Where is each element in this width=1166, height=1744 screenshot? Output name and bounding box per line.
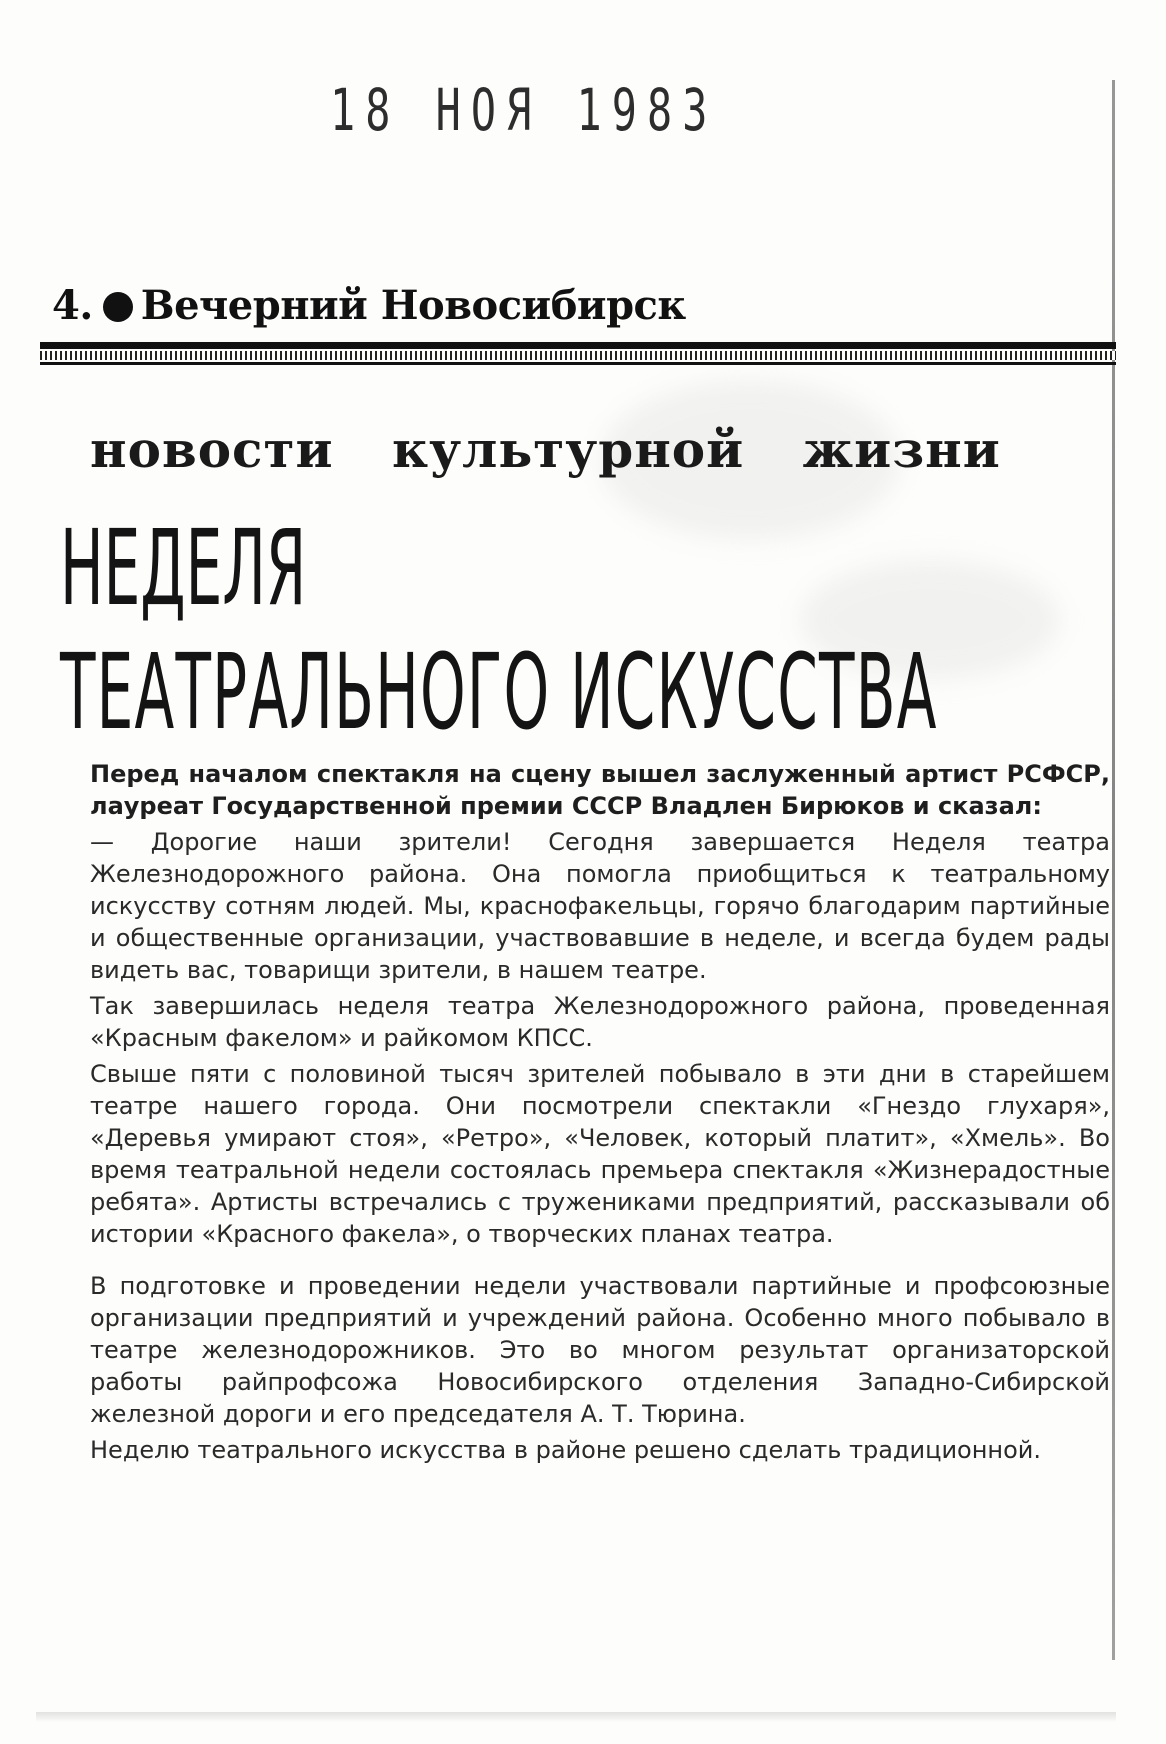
article-paragraph: В подготовке и проведении недели участвовали партийные и профсоюзные организации предприятий и учреждений района. Особенно много побывало в театре железнодорожников. Это во многом результат организаторской работы райпрофсожа Новосибирского отделения Западно-Сибирской железной дороги и его председателя А. Т. Тюрина.	[90, 1272, 1110, 1428]
section-heading: новости культурной жизни	[90, 420, 1001, 479]
article-paragraph: — Дорогие наши зрители! Сегодня завершается Неделя театра Железнодорожного района. Она помогла приобщиться к театральному искусству сотням людей. Мы, краснофакельцы, горячо благодарим партийные и общественные организации, участвовавшие в неделе, и всегда будем рады видеть вас, товарищи зрители, в нашем театре.	[90, 828, 1110, 984]
article-body	[90, 758, 1110, 1466]
masthead-hatch-rule	[40, 351, 1116, 360]
article-paragraph: Перед началом спектакля на сцену вышел заслуженный артист РСФСР, лауреат Государственной премии СССР Владлен Бирюков и сказал:	[90, 760, 1110, 820]
newspaper-title: Вечерний Новосибирск	[140, 282, 686, 329]
masthead	[52, 282, 686, 329]
page-number: 4.	[52, 282, 93, 329]
article-paragraph: Свыше пяти с половиной тысяч зрителей побывало в эти дни в старейшем театре нашего города. Они посмотрели спектакли «Гнездо глухаря», «Деревья умирают стоя», «Ретро», «Человек, который платит», «Хмель». Во время театральной недели состоялась премьера спектакля «Жизнерадостные ребята». Артисты встречались с тружениками предприятий, рассказывали об истории «Красного факела», о творческих планах театра.	[90, 1060, 1110, 1248]
masthead-rule-bottom	[40, 362, 1116, 365]
date-stamp: 18 НОЯ 1983	[330, 76, 718, 144]
article-paragraph: Так завершилась неделя театра Железнодорожного района, проведенная «Красным факелом» и райкомом КПСС.	[90, 992, 1110, 1052]
paper-edge	[1112, 80, 1115, 1660]
article-paragraph: Неделю театрального искусства в районе решено сделать традиционной.	[90, 1436, 1042, 1464]
headline-line-2: ТЕАТРАЛЬНОГО ИСКУССТВА	[60, 631, 938, 753]
paper-shadow	[36, 1712, 1116, 1722]
headline-line-1: НЕДЕЛЯ	[60, 507, 307, 629]
masthead-rule	[40, 342, 1116, 349]
filled-circle-icon	[103, 292, 133, 322]
